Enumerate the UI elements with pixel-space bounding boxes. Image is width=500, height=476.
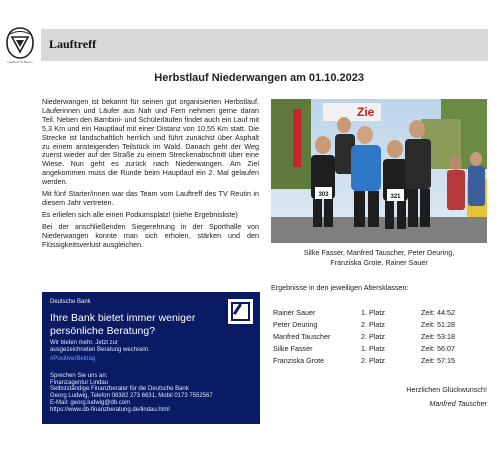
ad-email-link[interactable]: E-Mail: georg.ludwig@db.com xyxy=(50,399,131,406)
header-bar xyxy=(41,29,488,61)
result-name: Manfred Tauscher xyxy=(273,332,331,341)
result-time: Zeit: 57:15 xyxy=(421,356,455,365)
ad-subline-text: ausgezeichneten Beratung wechseln. xyxy=(50,347,150,354)
result-time: Zeit: 44:52 xyxy=(421,308,455,317)
bib-number: 303 xyxy=(318,192,329,198)
results-list xyxy=(271,308,487,368)
result-place: 1. Platz xyxy=(361,344,385,353)
ad-contact-line: Georg Ludwig, Telefon 08382 273 6631, Mobil 0173 7552567 xyxy=(50,393,213,400)
congratulations-text: Herzlichen Glückwunsch! xyxy=(406,385,487,394)
ad-hashtag: #PositiverBeitrag xyxy=(50,356,96,362)
photo-caption-line: Franziska Grote, Rainer Sauer xyxy=(330,257,428,267)
article-paragraph: Niederwangen ist bekannt für seinen gut organisierten Herbstlauf. Läuferinnen und Läufer aus Nah und Fern nehmen gerne daran Teil. Neben den Bambini- und Schülerläufen findet auch ein Lauf mit 5,3 Km und ein Hauptlauf mit einer Distanz von 10,55 Km statt. Die Strecke ist landschaftlich herrlich und führt zunächst über Asphalt zu einem ansteigenden Teilstück im Wald. Danach geht der Weg zuerst wieder auf der Straße zu einem Streckenabschnitt über eine Wiese. Nun geht es zurück nach Niederwangen. Am Ziel angekommen muss die Runde beim Hauptlauf ein 2. Mal gelaufen werden. xyxy=(42,97,259,187)
club-emblem-icon xyxy=(4,26,36,60)
team-photo xyxy=(271,99,487,243)
result-place: 1. Platz xyxy=(361,308,385,317)
header-title: Lauftreff xyxy=(49,37,97,51)
result-row xyxy=(271,332,487,344)
result-place: 2. Platz xyxy=(361,332,385,341)
bank-advertisement[interactable] xyxy=(42,292,260,424)
ad-brand: Deutsche Bank xyxy=(50,299,91,305)
result-name: Peter Deuring xyxy=(273,320,318,329)
results-heading: Ergebnisse in den jeweiligen Altersklassen: xyxy=(271,283,409,292)
result-row xyxy=(271,356,487,368)
ad-contact-line: Sprechen Sie uns an: xyxy=(50,373,108,379)
ad-contact-line: Selbstständige Finanzberater für die Deutsche Bank xyxy=(50,386,189,393)
result-row xyxy=(271,308,487,320)
result-name: Rainer Sauer xyxy=(273,308,316,317)
result-row xyxy=(271,344,487,356)
result-time: Zeit: 56:07 xyxy=(421,344,455,353)
photo-caption-line: Silke Fasser, Manfred Tauscher, Peter Deuring, xyxy=(303,248,455,257)
bib-number: 321 xyxy=(390,194,401,200)
club-logo xyxy=(4,26,36,68)
article-body xyxy=(42,98,259,253)
result-time: Zeit: 51:28 xyxy=(421,320,455,329)
result-name: Silke Fasser xyxy=(273,344,313,353)
ad-headline: Ihre Bank bietet immer weniger persönliche Beratung? xyxy=(50,312,196,337)
article-paragraph: Es erliefen sich alle einen Podiumsplatz! (siehe Ergebnisliste) xyxy=(42,209,238,219)
team-photo-illustration xyxy=(271,99,487,243)
deutsche-bank-logo-icon xyxy=(228,299,253,324)
ad-contact xyxy=(50,373,213,413)
article-paragraph: Mit fünf Starter/innen war das Team vom Lauftreff des TV Reutin in diesem Jahr vertreten. xyxy=(42,189,259,207)
article-title: Herbstlauf Niederwangen am 01.10.2023 xyxy=(154,72,364,84)
finish-banner-text: Zie xyxy=(357,105,375,119)
result-row xyxy=(271,320,487,332)
article-title-row xyxy=(0,72,500,84)
result-time: Zeit: 53:18 xyxy=(421,332,455,341)
article-paragraph: Bei der anschließenden Siegerehrung in der Sporthalle von Niederwangen konnte man sich erholen, stärken und den Flüssigkeitsverlust ausgleichen. xyxy=(42,221,259,249)
ad-contact-line: Finanzagentur Lindau xyxy=(50,379,109,386)
logo-caption: Lauftreff TV Reutin xyxy=(7,60,33,64)
result-name: Franziska Grote xyxy=(273,356,325,365)
ad-subline-text: Wir bieten mehr. Jetzt zur xyxy=(50,340,119,346)
result-place: 2. Platz xyxy=(361,320,385,329)
ad-website-link[interactable]: https://www.db-finanzberatung.de/lindau.html xyxy=(50,406,170,413)
author-signature: Manfred Tauscher xyxy=(429,399,487,408)
result-place: 2. Platz xyxy=(361,356,385,365)
ad-subline xyxy=(50,340,150,355)
photo-caption xyxy=(271,248,487,267)
